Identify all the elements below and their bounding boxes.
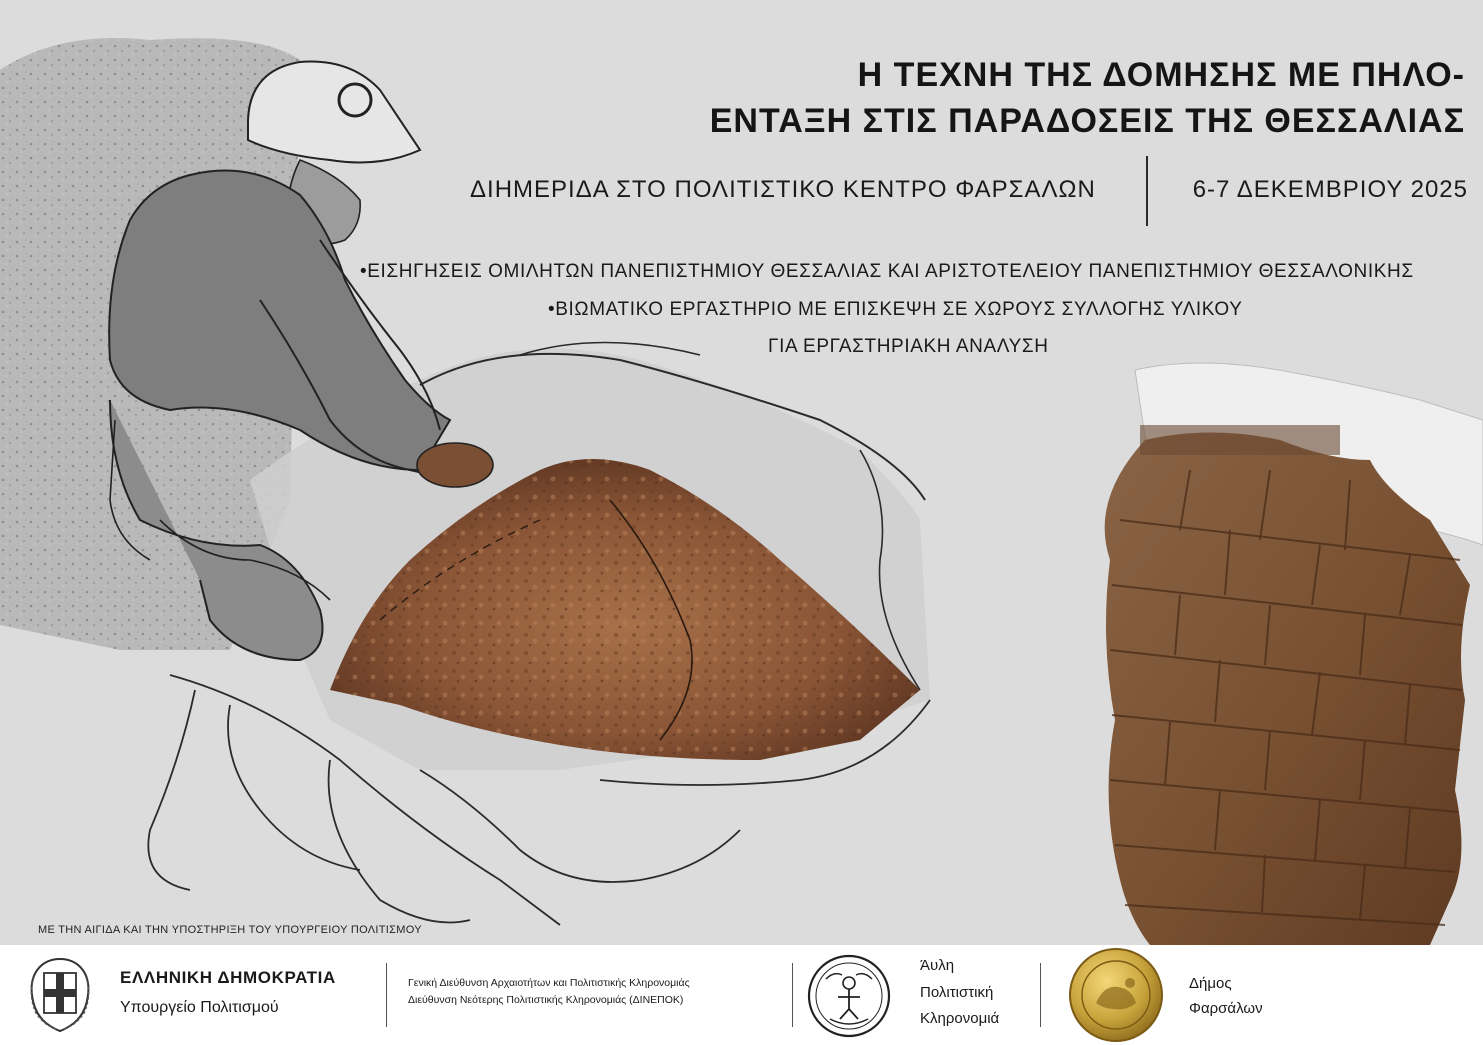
directorate-dinepok: Διεύθυνση Νεότερης Πολιτιστικής Κληρονομιάς (ΔΙΝΕΠΟΚ) — [408, 994, 684, 1006]
directorate-general: Γενική Διεύθυνση Αρχαιοτήτων και Πολιτιστικής Κληρονομιάς — [408, 977, 690, 989]
municipality-label-1: Δήμος — [1189, 975, 1232, 992]
footer-divider — [1040, 963, 1041, 1027]
footer-divider — [386, 963, 387, 1027]
bullet-lectures: •ΕΙΣΗΓΗΣΕΙΣ ΟΜΙΛΗΤΩΝ ΠΑΝΕΠΙΣΤΗΜΙΟΥ ΘΕΣΣΑΛΙΑΣ ΚΑΙ ΑΡΙΣΤΟΤΕΛΕΙΟΥ ΠΑΝΕΠΙΣΤΗΜΙΟΥ ΘΕΣΣΑΛΟΝΙΚΗΣ — [360, 261, 1414, 282]
aegis-note: ΜΕ ΤΗΝ ΑΙΓΙΔΑ ΚΑΙ ΤΗΝ ΥΠΟΣΤΗΡΙΞΗ ΤΟΥ ΥΠΟΥΡΓΕΙΟΥ ΠΟΛΙΤΙΣΜΟΥ — [38, 924, 422, 936]
intangible-heritage-label-2: Πολιτιστική — [920, 984, 994, 1001]
footer-divider — [792, 963, 793, 1027]
bullet-workshop: •ΒΙΩΜΑΤΙΚΟ ΕΡΓΑΣΤΗΡΙΟ ΜΕ ΕΠΙΣΚΕΨΗ ΣΕ ΧΩΡΟΥΣ ΣΥΛΛΟΓΗΣ ΥΛΙΚΟΥ — [548, 299, 1243, 320]
event-info — [470, 176, 1470, 216]
municipality-label-2: Φαρσάλων — [1189, 1000, 1263, 1017]
intangible-heritage-label-3: Κληρονομιά — [920, 1010, 1000, 1027]
event-date: 6-7 ΔΕΚΕΜΒΡΙΟΥ 2025 — [1192, 176, 1468, 203]
intangible-heritage-label-1: Άυλη — [920, 957, 955, 974]
republic-name: ΕΛΛΗΝΙΚΗ ΔΗΜΟΚΡΑΤΙΑ — [120, 968, 336, 987]
intangible-heritage-logo-icon — [806, 953, 892, 1039]
mudbrick-wall — [1105, 363, 1483, 945]
municipality-seal-icon — [1068, 947, 1164, 1043]
title-line-2: ΕΝΤΑΞΗ ΣΤΙΣ ΠΑΡΑΔΟΣΕΙΣ ΤΗΣ ΘΕΣΣΑΛΙΑΣ — [709, 102, 1465, 140]
event-divider — [1146, 156, 1148, 226]
sponsor-footer — [0, 945, 1483, 1045]
ministry-name: Υπουργείο Πολιτισμού — [120, 999, 279, 1016]
bullet-workshop-continued: ΓΙΑ ΕΡΓΑΣΤΗΡΙΑΚΗ ΑΝΑΛΥΣΗ — [768, 336, 1049, 357]
greek-state-emblem-icon — [20, 955, 100, 1035]
title-line-1: Η ΤΕΧΝΗ ΤΗΣ ΔΟΜΗΣΗΣ ΜΕ ΠΗΛΟ- — [857, 56, 1465, 94]
event-venue: ΔΙΗΜΕΡΙΔΑ ΣΤΟ ΠΟΛΙΤΙΣΤΙΚΟ ΚΕΝΤΡΟ ΦΑΡΣΑΛΩΝ — [470, 176, 1096, 203]
